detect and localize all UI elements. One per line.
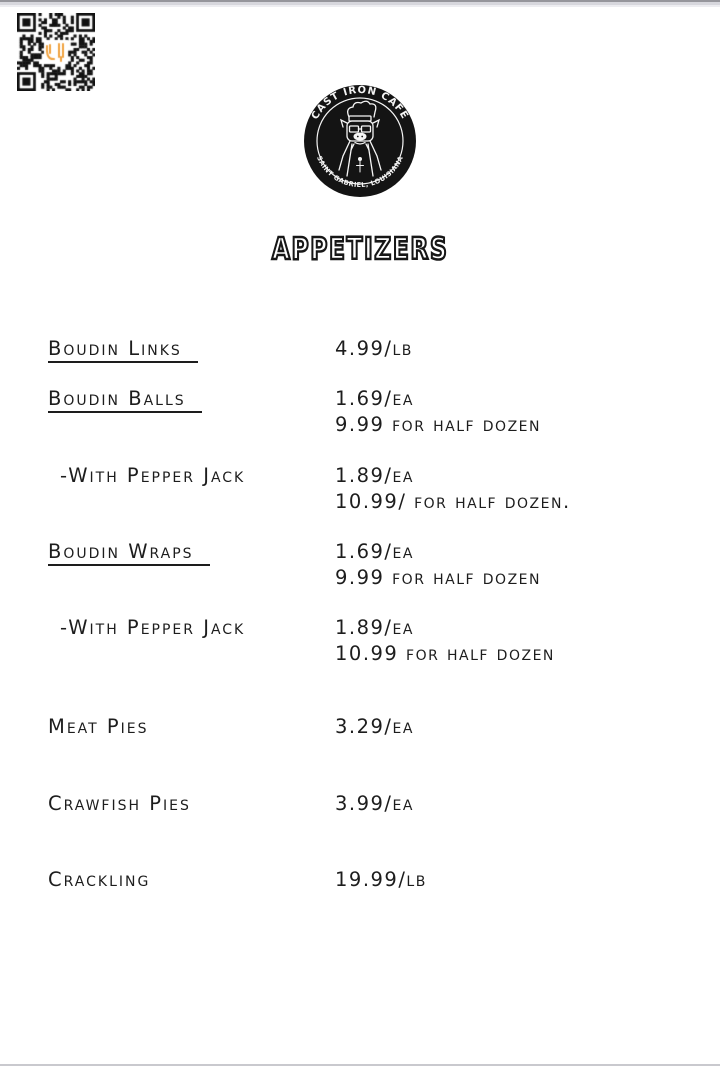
item-prices [335,386,541,438]
price-line: 1.89/ea [335,616,414,639]
item-prices [335,791,414,817]
menu-item-row [48,615,648,667]
price-line: 10.99/ for half dozen. [335,490,571,513]
logo-arc-top-text: CAST IRON CAFÉ [309,84,411,122]
item-name: Boudin Links [48,336,335,363]
item-name: Meat Pies [48,715,149,738]
item-prices [335,615,555,667]
price-line: 10.99 for half dozen [335,642,555,665]
price-line: 1.69/ea [335,387,414,410]
menu-item-row [48,867,648,893]
menu-item-row [48,714,648,740]
logo-arc-bottom-text: SAINT GABRIEL, LOUISIANA [315,154,405,190]
menu-list [48,333,648,893]
item-prices [335,336,413,362]
menu-item-row [48,336,648,363]
menu-item-row [48,386,648,438]
menu-item-row [48,791,648,817]
item-name: -With Pepper Jack [60,616,246,639]
cast-iron-cafe-logo [303,84,417,198]
menu-item-row [48,463,648,515]
item-name: Crackling [48,868,151,891]
item-prices [335,463,571,515]
price-line: 19.99/lb [335,868,427,891]
price-line: 3.29/ea [335,715,414,738]
price-line: 9.99 for half dozen [335,566,541,589]
price-line: 1.69/ea [335,540,414,563]
item-name: Crawfish Pies [48,792,191,815]
price-line: 1.89/ea [335,464,414,487]
top-window-edge [0,0,720,7]
item-prices [335,539,541,591]
price-line: 9.99 for half dozen [335,413,541,436]
item-name: Boudin Balls [48,386,335,413]
price-line: 4.99/lb [335,337,413,360]
price-line: 3.99/ea [335,792,414,815]
item-name: Boudin Wraps [48,539,335,566]
item-prices [335,867,427,893]
qr-code [17,13,95,91]
item-name: -With Pepper Jack [60,464,246,487]
section-title-appetizers: APPETIZERS [271,232,449,267]
menu-item-row [48,539,648,591]
item-prices [335,714,414,740]
